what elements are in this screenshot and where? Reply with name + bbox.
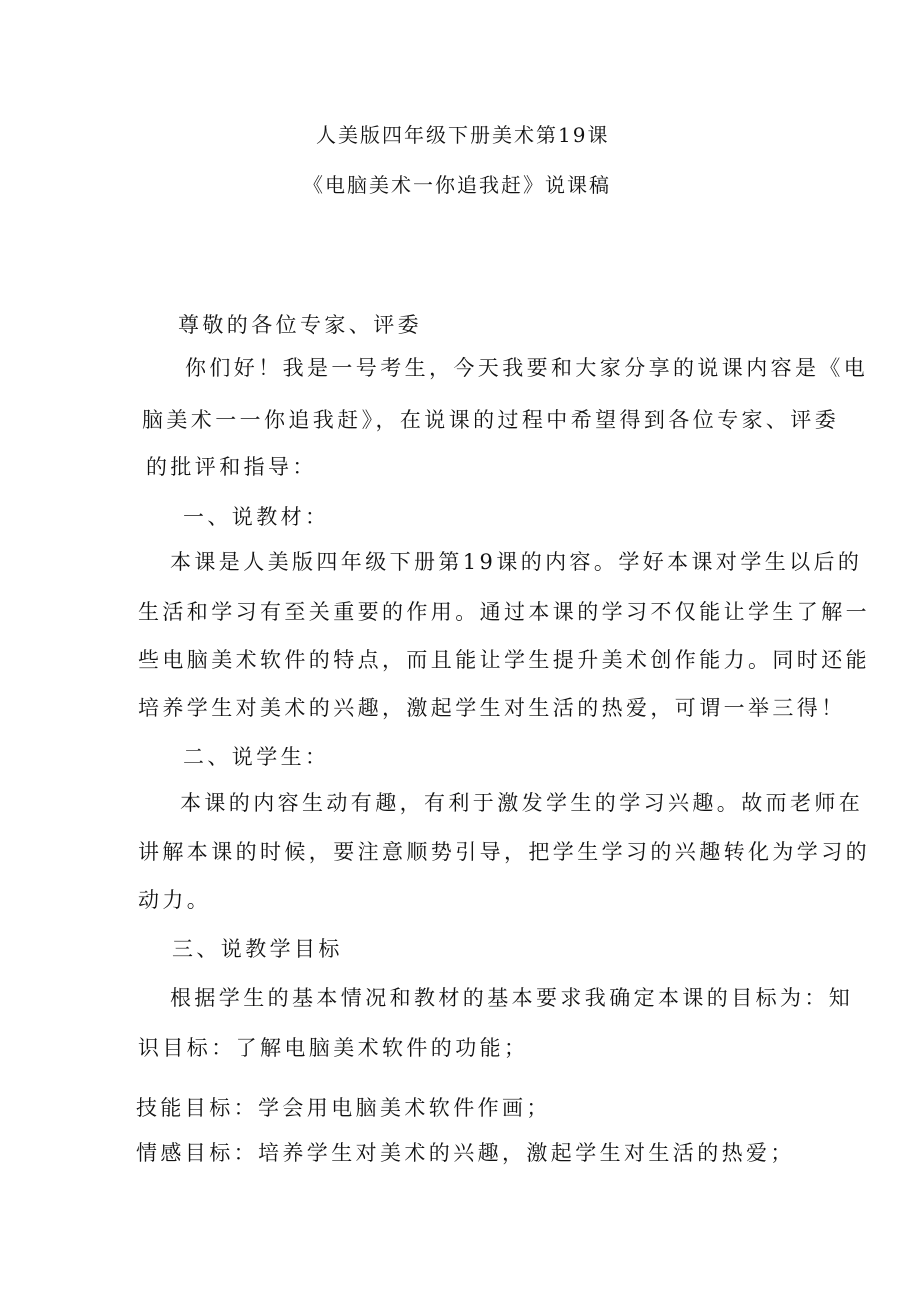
intro-line: 脑美术一一你追我赶》，在说课的过程中希望得到各位专家、评委 — [142, 408, 840, 432]
section-heading-materials: 一、说教材： — [183, 505, 330, 529]
paragraph-line: 本课的内容生动有趣，有利于激发学生的学习兴趣。故而老师在 — [180, 791, 864, 815]
salutation: 尊敬的各位专家、评委 — [178, 313, 422, 337]
section-heading-objectives: 三、说教学目标 — [172, 937, 343, 961]
skill-goal: 技能目标：学会用电脑美术软件作画； — [136, 1096, 551, 1120]
paragraph-line: 些电脑美术软件的特点，而且能让学生提升美术创作能力。同时还能 — [138, 648, 870, 672]
paragraph-line: 讲解本课的时候，要注意顺势引导，把学生学习的兴趣转化为学习的 — [138, 840, 870, 864]
paragraph-line: 培养学生对美术的兴趣，激起学生对生活的热爱，可谓一举三得！ — [138, 696, 846, 720]
doc-title-line-1: 人美版四年级下册美术第19课 — [316, 123, 610, 147]
paragraph-line: 根据学生的基本情况和教材的基本要求我确定本课的目标为：知 — [170, 986, 854, 1010]
paragraph-line: 生活和学习有至关重要的作用。通过本课的学习不仅能让学生了解一 — [138, 600, 870, 624]
paragraph-line: 动力。 — [138, 888, 212, 912]
paragraph-line: 本课是人美版四年级下册第19课的内容。学好本课对学生以后的 — [170, 550, 863, 574]
intro-line: 你们好！我是一号考生，今天我要和大家分享的说课内容是《电 — [185, 356, 869, 380]
intro-line: 的批评和指导： — [146, 455, 317, 479]
section-heading-students: 二、说学生： — [183, 745, 330, 769]
paragraph-line: 识目标：了解电脑美术软件的功能； — [138, 1036, 529, 1060]
emotion-goal: 情感目标：培养学生对美术的兴趣，激起学生对生活的热爱； — [136, 1141, 795, 1165]
doc-title-line-2: 《电脑美术一你追我赶》说课稿 — [303, 173, 611, 197]
